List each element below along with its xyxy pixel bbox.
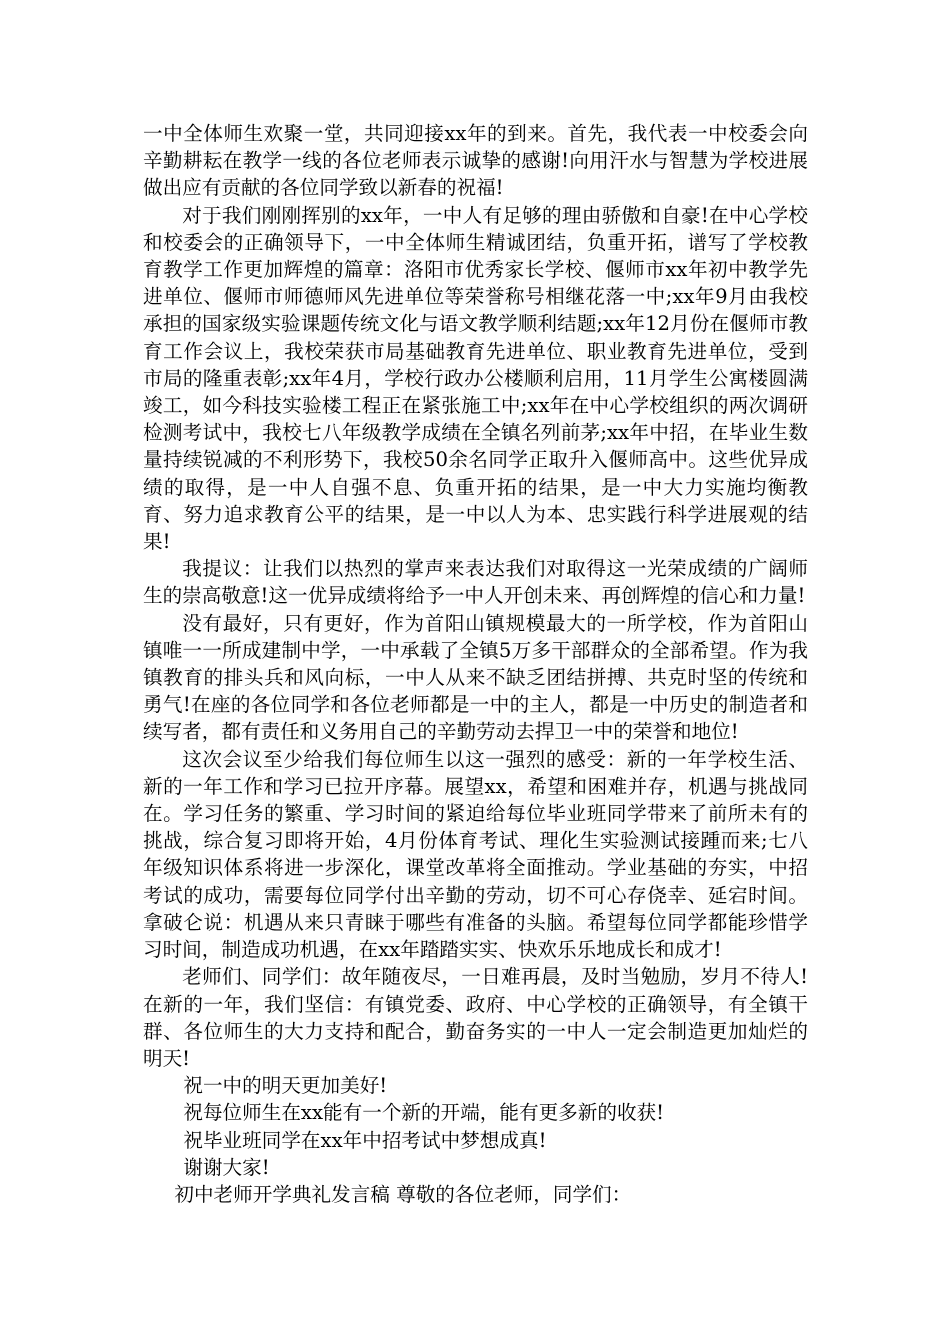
next-speech-title: 初中老师开学典礼发言稿 尊敬的各位老师，同学们：	[174, 1182, 632, 1206]
paragraph-proposal: 我提议：让我们以热烈的掌声来表达我们对取得这一光荣成绩的广阔师生的崇高敬意!这一优异成绩将给予一中人开创未来、再创辉煌的信心和力量!	[143, 557, 808, 608]
paragraph-encouragement: 老师们、同学们：故年随夜尽，一日难再晨，及时当勉励，岁月不待人!在新的一年，我们坚信：有镇党委、政府、中心学校的正确领导，有全镇干群、各位师生的大力支持和配合，勤奋务实的一中人一定会制造更加灿烂的明天!	[143, 965, 808, 1070]
document-body	[143, 120, 808, 1208]
paragraph-opening: 一中全体师生欢聚一堂，共同迎接xx年的到来。首先，我代表一中校委会向辛勤耕耘在教学一线的各位老师表示诚挚的感谢!向用汗水与智慧为学校进展做出应有贡献的各位同学致以新春的祝福!	[143, 122, 808, 200]
wish-line: 祝一中的明天更加美好!	[183, 1074, 388, 1098]
paragraph-new-year-outlook: 这次会议至少给我们每位师生以这一强烈的感受：新的一年学校生活、新的一年工作和学习已拉开序幕。展望xx，希望和困难并存，机遇与挑战同在。学习任务的繁重、学习时间的紧迫给每位毕业班同学带来了前所未有的挑战，综合复习即将开始，4月份体育考试、理化生实验测试接踵而来;七八年级知识体系将进一步深化，课堂改革将全面推动。学业基础的夯实，中招考试的成功，需要每位同学付出辛勤的劳动，切不可心存侥幸、延宕时间。拿破仑说：机遇从来只青睐于哪些有准备的头脑。希望每位同学都能珍惜学习时间，制造成功机遇，在xx年踏踏实实、快欢乐乐地成长和成才!	[143, 747, 808, 962]
wish-line: 祝每位师生在xx能有一个新的开端，能有更多新的收获!	[183, 1101, 665, 1125]
wish-line: 祝毕业班同学在xx年中招考试中梦想成真!	[183, 1128, 547, 1152]
closing-line: 谢谢大家!	[183, 1155, 270, 1179]
paragraph-responsibility: 没有最好，只有更好，作为首阳山镇规模最大的一所学校，作为首阳山镇唯一一所成建制中学，一中承载了全镇5万多干部群众的全部希望。作为我镇教育的排头兵和风向标，一中人从来不缺乏团结拼搏、共克时坚的传统和勇气!在座的各位同学和各位老师都是一中的主人，都是一中历史的制造者和续写者，都有责任和义务用自己的辛勤劳动去捍卫一中的荣誉和地位!	[143, 611, 808, 744]
paragraph-achievements: 对于我们刚刚挥别的xx年，一中人有足够的理由骄傲和自豪!在中心学校和校委会的正确领导下，一中全体师生精诚团结，负重开拓，谱写了学校教育教学工作更加辉煌的篇章：洛阳市优秀家长学校、偃师市xx年初中教学先进单位、偃师市师德师风先进单位等荣誉称号相继花落一中;xx年9月由我校承担的国家级实验课题传统文化与语文教学顺利结题;xx年12月份在偃师市教育工作会议上，我校荣获市局基础教育先进单位、职业教育先进单位，受到市局的隆重表彰;xx年4月，学校行政办公楼顺利启用，11月学生公寓楼圆满竣工，如今科技实验楼工程正在紧张施工中;xx年在中心学校组织的两次调研检测考试中，我校七八年级教学成绩在全镇名列前茅;xx年中招，在毕业生数量持续锐减的不利形势下，我校50余名同学正取升入偃师高中。这些优异成绩的取得，是一中人自强不息、负重开拓的结果，是一中大力实施均衡教育、努力追求教育公平的结果，是一中以人为本、忠实践行科学进展观的结果!	[143, 203, 808, 554]
